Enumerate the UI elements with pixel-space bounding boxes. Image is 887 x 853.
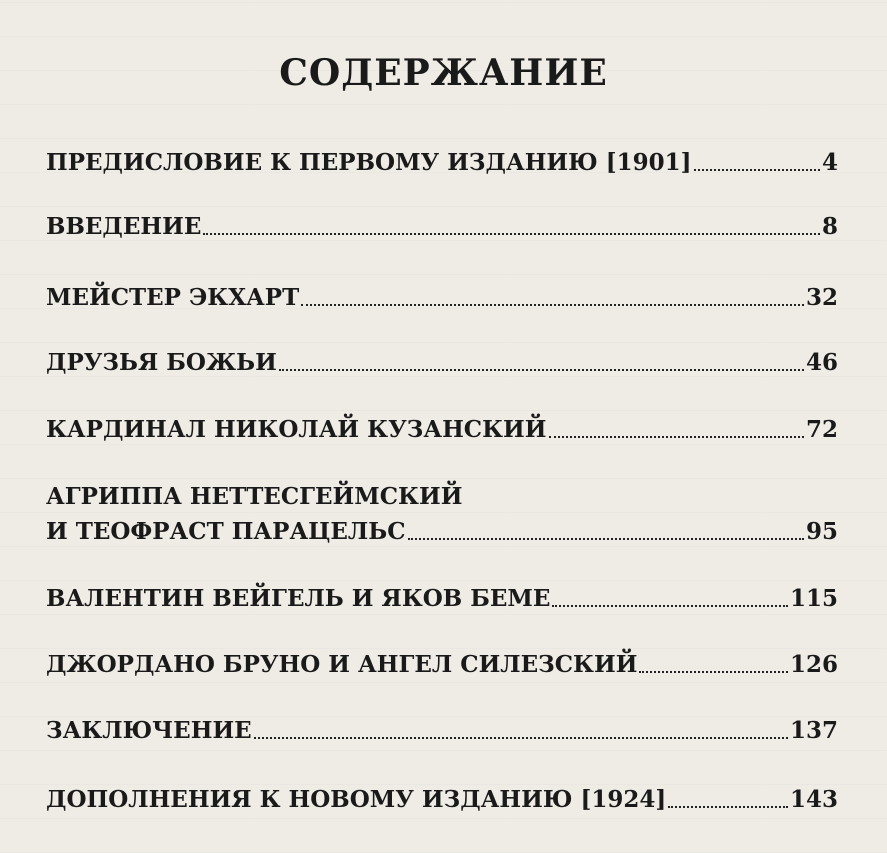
- toc-page-number: 72: [805, 416, 838, 443]
- toc-entry-label: КАРДИНАЛ НИКОЛАЙ КУЗАНСКИЙ: [46, 416, 547, 443]
- toc-entry-label: И ТЕОФРАСТ ПАРАЦЕЛЬС: [46, 518, 406, 545]
- toc-page-number: 137: [789, 717, 838, 744]
- leader-dots: [254, 737, 788, 739]
- leader-dots: [408, 538, 804, 540]
- toc-page-number: 115: [789, 585, 838, 612]
- toc-entry-weigel-boehme: [46, 584, 838, 614]
- toc-entry-label: ДОПОЛНЕНИЯ К НОВОМУ ИЗДАНИЮ [1924]: [46, 786, 667, 813]
- leader-dots: [203, 233, 820, 235]
- toc-page-number: 143: [789, 786, 838, 813]
- leader-dots: [301, 304, 804, 306]
- toc-entry-label-line1: АГРИППА НЕТТЕСГЕЙМСКИЙ: [46, 483, 463, 510]
- toc-entry-agrippa-paracelsus: [46, 517, 838, 547]
- toc-page-number: 8: [821, 213, 838, 240]
- toc-entry-bruno-silesius: [46, 650, 838, 680]
- toc-entry-friends-of-god: [46, 348, 838, 378]
- toc-page-number: 46: [805, 349, 838, 376]
- toc-entry-cusanus: [46, 415, 838, 445]
- toc-entry-introduction: [46, 212, 838, 242]
- toc-entry-label: ЗАКЛЮЧЕНИЕ: [46, 717, 252, 744]
- leader-dots: [552, 605, 788, 607]
- toc-entry-supplements: [46, 785, 838, 815]
- toc-entry-label: ДРУЗЬЯ БОЖЬИ: [46, 349, 277, 376]
- toc-entry-label: ДЖОРДАНО БРУНО И АНГЕЛ СИЛЕЗСКИЙ: [46, 651, 638, 678]
- toc-entry-label: ВВЕДЕНИЕ: [46, 213, 202, 240]
- toc-entry-label: МЕЙСТЕР ЭКХАРТ: [46, 284, 300, 311]
- toc-entry-label: ВАЛЕНТИН ВЕЙГЕЛЬ И ЯКОВ БЕМЕ: [46, 585, 551, 612]
- toc-entry-eckhart: [46, 283, 838, 313]
- toc-page-number: 32: [805, 284, 838, 311]
- toc-entry-label: ПРЕДИСЛОВИЕ К ПЕРВОМУ ИЗДАНИЮ [1901]: [46, 149, 692, 176]
- toc-page-number: 95: [805, 518, 838, 545]
- leader-dots: [279, 369, 804, 371]
- toc-page-number: 126: [789, 651, 838, 678]
- toc-entry-conclusion: [46, 716, 838, 746]
- leader-dots: [639, 671, 788, 673]
- leader-dots: [694, 169, 820, 171]
- leader-dots: [668, 806, 788, 808]
- toc-entry-preface: [46, 148, 838, 178]
- leader-dots: [549, 436, 804, 438]
- toc-page-number: 4: [821, 149, 838, 176]
- page-title: СОДЕРЖАНИЕ: [279, 52, 608, 94]
